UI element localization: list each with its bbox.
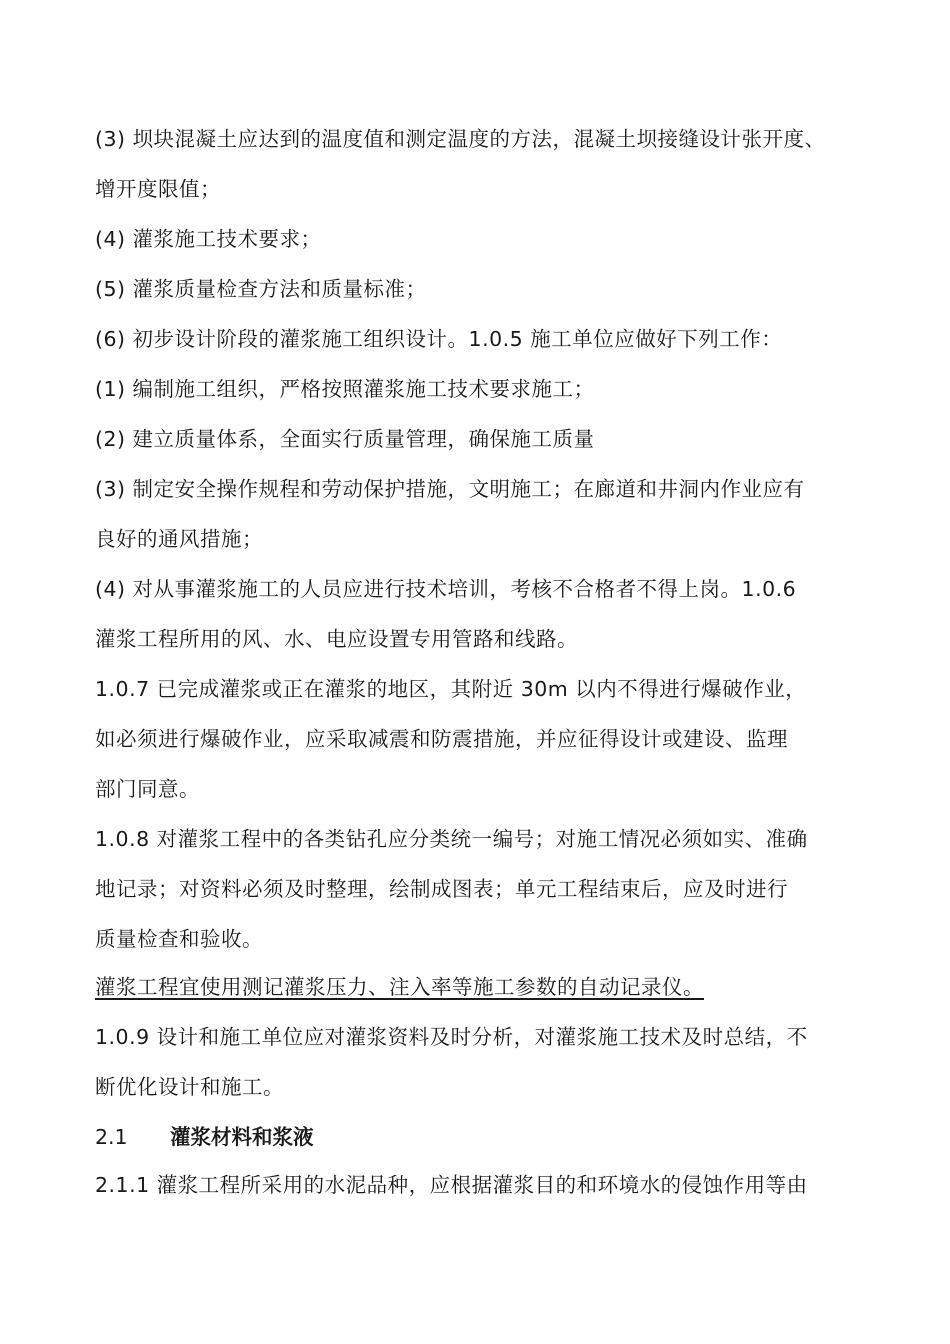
text-line: 1.0.7 已完成灌浆或正在灌浆的地区，其附近 30m 以内不得进行爆破作业， [95,677,807,701]
text-line: 良好的通风措施； [95,527,263,551]
text-line: (5) 灌浆质量检查方法和质量标准； [95,277,427,301]
text-line: 1.0.9 设计和施工单位应对灌浆资料及时分析，对灌浆施工技术及时总结，不 [95,1025,808,1049]
text-line: 增开度限值； [95,177,221,201]
text-line: 部门同意。 [95,777,200,801]
text-line: (4) 对从事灌浆施工的人员应进行技术培训，考核不合格者不得上岗。1.0.6 [95,577,797,601]
text-line: 质量检查和验收。 [95,927,263,951]
text-line: (3) 制定安全操作规程和劳动保护措施，文明施工；在廊道和井洞内作业应有 [95,477,805,501]
text-line: 灌浆工程所用的风、水、电应设置专用管路和线路。 [95,627,578,651]
text-line: (2) 建立质量体系，全面实行质量管理，确保施工质量 [95,427,595,451]
text-line: 断优化设计和施工。 [95,1075,284,1099]
text-line: 如必须进行爆破作业，应采取减震和防震措施，并应征得设计或建设、监理 [95,727,788,751]
text-line: (3) 坝块混凝土应达到的温度值和测定温度的方法，混凝土坝接缝设计张开度、 [95,127,826,151]
text-line: (1) 编制施工组织，严格按照灌浆施工技术要求施工； [95,377,595,401]
text-line: 2.1.1 灌浆工程所采用的水泥品种，应根据灌浆目的和环境水的侵蚀作用等由 [95,1173,808,1197]
text-line: (6) 初步设计阶段的灌浆施工组织设计。1.0.5 施工单位应做好下列工作： [95,327,783,351]
text-line: 1.0.8 对灌浆工程中的各类钻孔应分类统一编号；对施工情况必须如实、准确 [95,827,808,851]
section-number: 2.1 [95,1125,128,1149]
underlined-text-line: 灌浆工程宜使用测记灌浆压力、注入率等施工参数的自动记录仪。 [95,975,704,999]
text-line: 地记录；对资料必须及时整理，绘制成图表；单元工程结束后，应及时进行 [95,877,788,901]
section-title: 灌浆材料和浆液 [170,1125,314,1149]
text-line: (4) 灌浆施工技术要求； [95,227,322,251]
